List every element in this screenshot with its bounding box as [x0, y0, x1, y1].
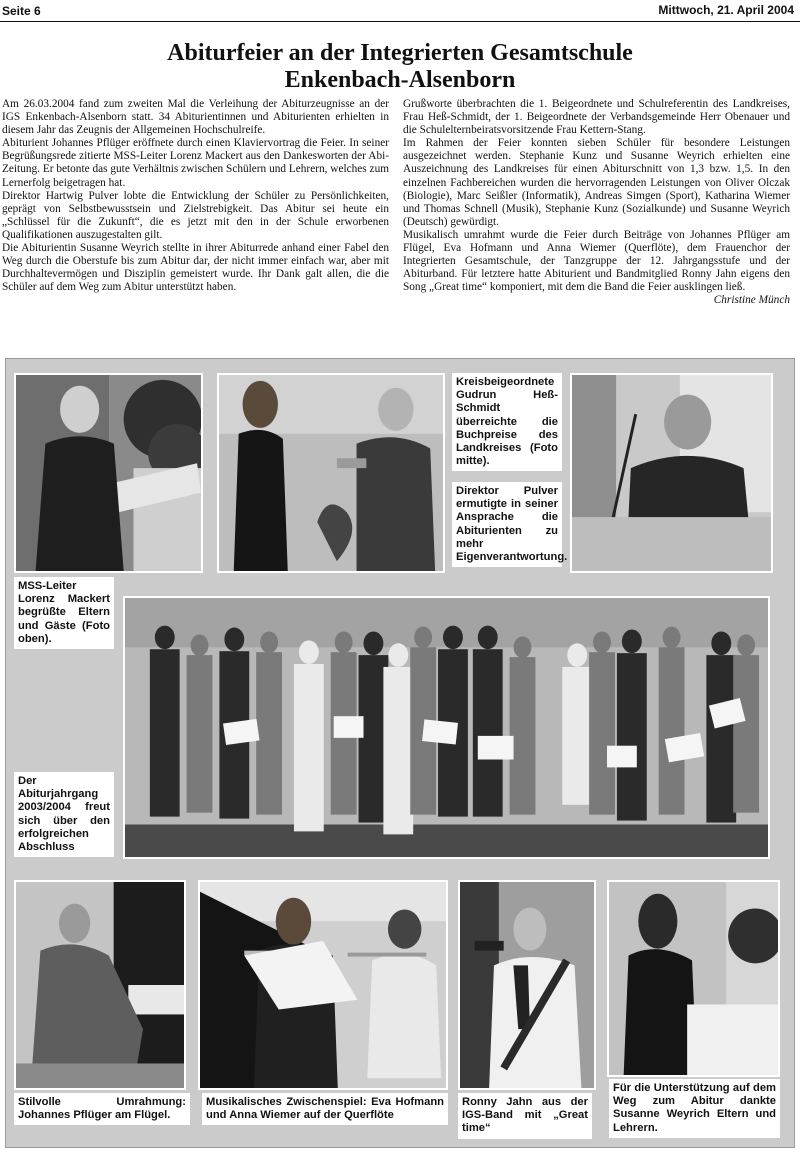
article-paragraph: Abiturient Johannes Pflüger eröffnete durch einen Klaviervortrag die Feier. In seiner Begrüßungsrede zitierte MSS-Leiter Lorenz Mackert aus den Dankesworten der Abi-Zeitung. Er betonte das gute Verhältnis zwischen Schülern und Lehrern, welches zum Lernerfolg beigetragen hat. [2, 137, 389, 189]
article-headline [0, 40, 800, 94]
photo-jahn-guitar [458, 880, 596, 1090]
photo-buchpreise [217, 373, 445, 573]
article-byline: Christine Münch [713, 294, 790, 307]
article-paragraph: Musikalisch umrahmt wurde die Feier durch Beiträge von Johannes Pflüger am Flügel, Eva Hofmann und Anna Wiemer (Querflöte), dem Frauenchor der Integrierten Gesamtschule, der Tanzgruppe der 12. Jahrgangsstufe und der Abiturband. Für letztere hatte Abiturient und Bandmitglied Ronny Jahn eigens den Song „Great time“ komponiert, mit dem die Band die Feier ausklingen ließ. [403, 228, 790, 294]
photo-weyrich-rede [607, 880, 780, 1077]
photo-pulver-speech [570, 373, 773, 573]
photo-querfloete [198, 880, 448, 1090]
caption-pulver: Direktor Pulver ermutigte in seiner Ansprache die Abiturienten zu mehr Eigenverantwortung. [452, 482, 562, 567]
issue-date: Mittwoch, 21. April 2004 [658, 3, 794, 17]
photo-abiturjahrgang [123, 596, 770, 859]
headline-line-1: Abiturfeier an der Integrierten Gesamtschule [167, 40, 633, 66]
caption-mackert: MSS-Leiter Lorenz Mackert begrüßte Eltern und Gäste (Foto oben). [14, 577, 114, 649]
photo-mackert-lectern [14, 373, 203, 573]
article-paragraph: Grußworte überbrachten die 1. Beigeordnete und Schulreferentin des Landkreises, Frau Heß-Schmidt, der 1. Beigeordnete der Verbandsgemeinde Herr Obenauer und die Schulelternbeiratsvorsitzende Frau Kettern-Stang. [403, 98, 790, 137]
headline-line-2: Enkenbach-Alsenborn [284, 67, 516, 93]
photo-pflueger-piano [14, 880, 186, 1090]
caption-zwischenspiel: Musikalisches Zwischenspiel: Eva Hofmann und Anna Wiemer auf der Querflöte [202, 1093, 448, 1125]
article-paragraph: Die Abiturientin Susanne Weyrich stellte in ihrer Abiturrede anhand einer Fabel den Weg durch die Oberstufe bis zum Abitur dar, der nicht immer einfach war, aber mit Durchhaltevermögen und Disziplin gemeistert wurde. Ihr Dank galt allen, die die Schüler auf dem Weg zum Abitur unterstützt haben. [2, 242, 389, 294]
article-column-left [2, 98, 389, 294]
caption-jahn: Ronny Jahn aus der IGS-Band mit „Great time“ [458, 1093, 592, 1139]
page-header [0, 0, 800, 22]
caption-pflueger: Stilvolle Umrahmung: Johannes Pflüger am Flügel. [14, 1093, 190, 1125]
page-number: Seite 6 [2, 4, 41, 18]
article-paragraph: Am 26.03.2004 fand zum zweiten Mal die Verleihung der Abiturzeugnisse an der IGS Enkenbach-Alsenborn statt. 34 Abiturientinnen und Abiturienten erhielten in diesem Jahr das Zeugnis der Allgemeinen Hochschulreife. [2, 98, 389, 137]
caption-jahrgang: Der Abiturjahrgang 2003/2004 freut sich über den erfolgreichen Abschluss [14, 772, 114, 857]
article-paragraph: Direktor Hartwig Pulver lobte die Entwicklung der Schüler zu Persönlichkeiten, geprägt von Selbstbewusstsein und Zielstrebigkeit. Das Abitur sei heute ein „Schlüssel für die Zukunft“, die es jetzt mit den in der Schule erworbenen Qualifikationen auszugestalten gilt. [2, 189, 389, 241]
article-column-right [403, 98, 790, 308]
article-paragraph: Im Rahmen der Feier konnten sieben Schüler für besondere Leistungen ausgezeichnet werden. Stephanie Kunz und Susanne Weyrich erhielten eine Auszeichnung des Landkreises für einen Abiturschnitt von 1,3 bzw. 1,5. In den einzelnen Fachbereichen wurden die hervorragenden Leistungen von Oliver Olczak (Biologie), Marc Seißler (Informatik), Andreas Simgen (Sport), Katharina Wiemer und Thomas Schnell (Musik), Stephanie Kunz (Sozialkunde) und Susanne Weyrich (Deutsch) gewürdigt. [403, 137, 790, 228]
caption-weyrich: Für die Unterstützung auf dem Weg zum Abitur dankte Susanne Weyrich Eltern und Lehrern. [609, 1079, 780, 1138]
caption-buchpreise: Kreisbeigeordnete Gudrun Heß-Schmidt überreichte die Buchpreise des Landkreises (Foto mitte). [452, 373, 562, 471]
